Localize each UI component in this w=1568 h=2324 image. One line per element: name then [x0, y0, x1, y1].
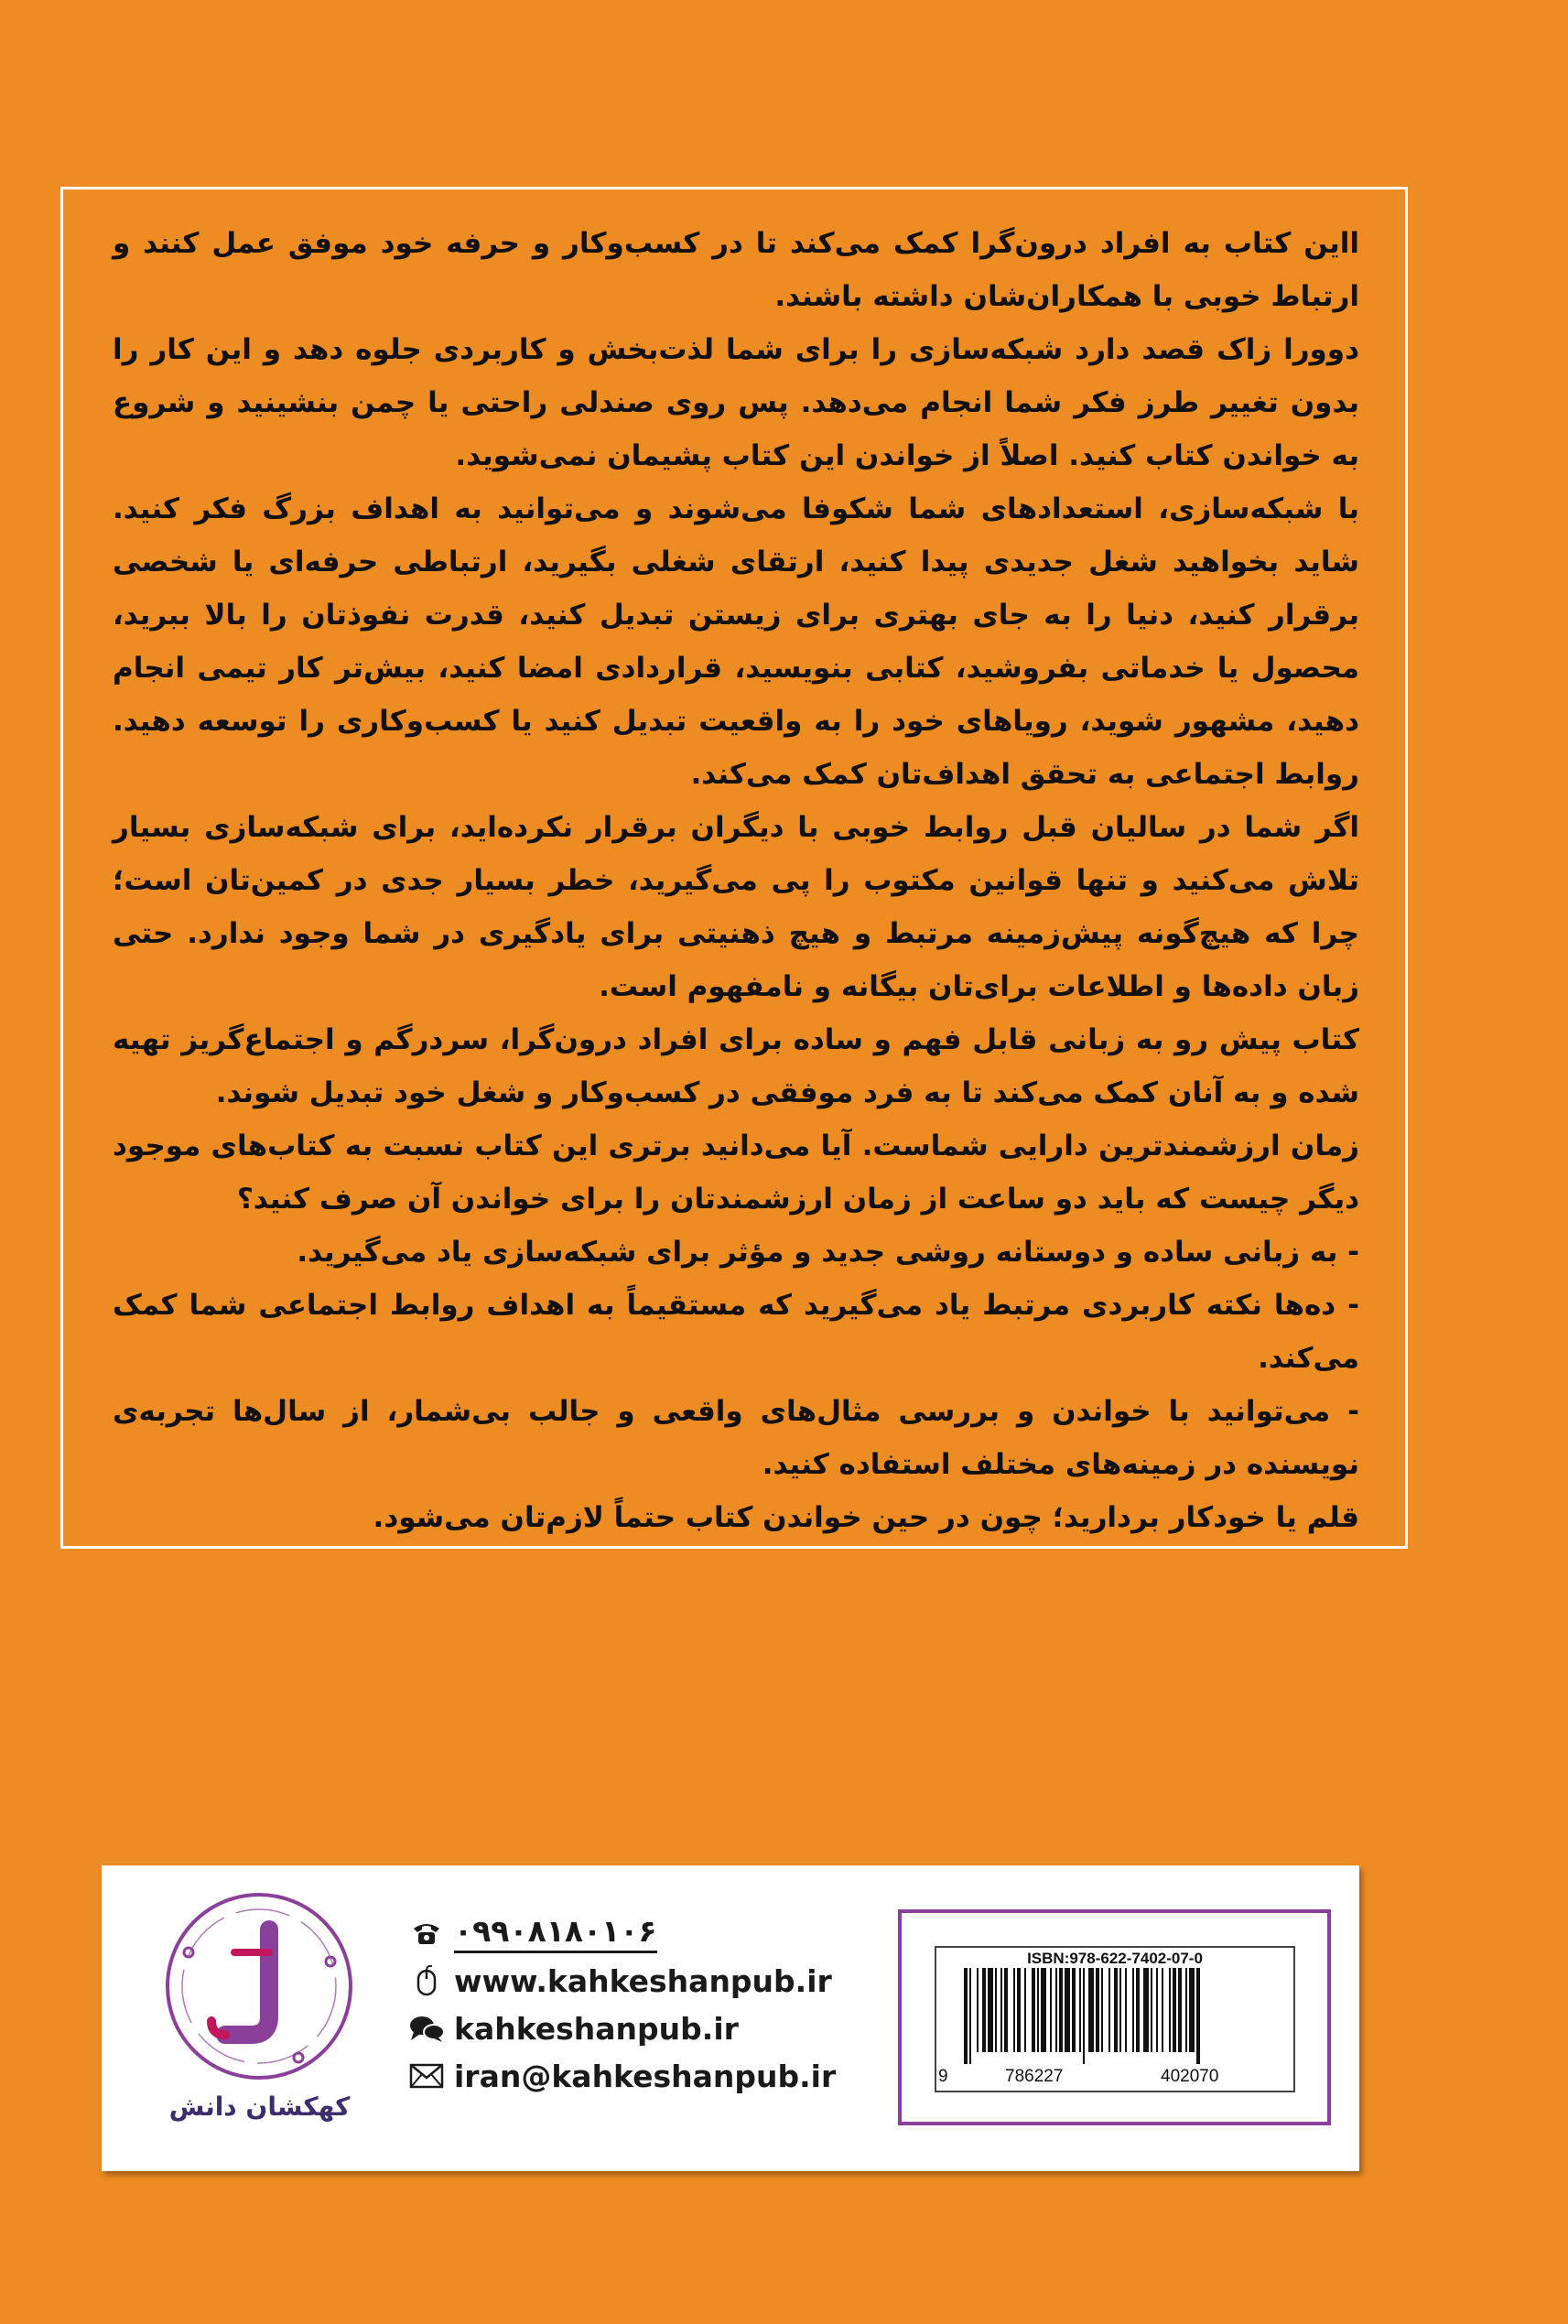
barcode-bar: [1136, 1968, 1140, 2052]
barcode-bar: [1079, 1968, 1081, 2052]
barcode-bar: [1000, 1968, 1002, 2052]
barcode-card: [935, 1946, 1295, 2092]
barcode-bar: [1185, 1968, 1187, 2052]
barcode-bar: [1173, 1968, 1176, 2052]
barcode-bar: [1119, 1968, 1121, 2052]
barcode-bar: [1004, 1968, 1008, 2052]
barcode-bar: [977, 1968, 979, 2052]
barcode-digits-right: 402070: [1161, 2067, 1219, 2086]
barcode-bar: [1196, 1968, 1200, 2064]
barcode-bar: [1096, 1968, 1099, 2052]
barcode-bar: [1017, 1968, 1021, 2052]
publisher-logo: [161, 1888, 358, 2135]
publisher-panel: [102, 1865, 1359, 2171]
barcode-digits-left: 786227: [1005, 2067, 1064, 2086]
barcode-bar: [1088, 1968, 1094, 2052]
barcode-bar: [1037, 1968, 1039, 2052]
barcode-bar: [1114, 1968, 1118, 2052]
blurb-paragraph-4: اگر شما در سالیان قبل روابط خوبی با دیگران برقرار نکرده‌اید، برای شبکه‌سازی بسیار تلاش می‌کنید و تنها قوانین مکتوب را پی می‌گیرید، خطر بسیار جدی در کمین‌تان است؛ چرا که هیچ‌گونه پیش‌زمینه مرتبط و هیچ ذهنیتی برای یادگیری در شما وجود ندارد. حتی زبان داده‌ها و اطلاعات برای‌تان بیگانه و نامفهوم است.: [113, 811, 1359, 1003]
barcode-bar: [1072, 1968, 1076, 2052]
blurb-bullet-2: - ده‌ها نکته کاربردی مرتبط یاد می‌گیرید که مستقیماً به اهداف روابط اجتماعی شما کمک می‌کند.: [113, 1289, 1359, 1375]
barcode-bar: [995, 1968, 997, 2052]
galaxy-logo-icon: [161, 1888, 358, 2085]
blurb-paragraph-2: دوورا زاک قصد دارد شبکه‌سازی را برای شما لذت‌بخش و کاربردی جلوه دهد و این کار را بدون تغییر طرز فکر شما انجام می‌دهد. پس روی صندلی راحتی یا چمن بنشینید و شروع به خواندن کتاب کنید. اصلاً از خواندن این کتاب پشیمان نمی‌شوید.: [113, 333, 1359, 472]
isbn-label: ISBN:978-622-7402-07-0: [1027, 1950, 1203, 1967]
barcode-bar: [1024, 1968, 1026, 2052]
barcode-bar: [1189, 1968, 1195, 2052]
contact-list: [408, 1909, 976, 2100]
barcode-bar: [1169, 1968, 1171, 2052]
social-handle[interactable]: kahkeshanpub.ir: [454, 2010, 739, 2047]
barcode-bar: [1156, 1968, 1158, 2052]
blurb-bullet-3: - می‌توانید با خواندن و بررسی مثال‌های واقعی و جالب بی‌شمار، از سال‌ها تجربه‌ی نویسنده در زمینه‌های مختلف استفاده کنید.: [113, 1395, 1359, 1481]
barcode-bar: [1151, 1968, 1152, 2052]
barcode-bar: [1101, 1968, 1103, 2052]
blurb-paragraph-5: کتاب پیش رو به زبانی قابل فهم و ساده برای افراد درون‌گرا، سردرگم و اجتماع‌گریز تهیه شده و به آنان کمک می‌کند تا به فرد موفقی در کسب‌وکار و شغل خود تبدیل شوند.: [113, 1023, 1359, 1109]
isbn-frame: [898, 1909, 1331, 2125]
barcode-bar: [1125, 1968, 1127, 2052]
chat-bubbles-icon: [408, 2012, 445, 2045]
barcode-bar: [1132, 1968, 1134, 2052]
website-row: [408, 1957, 976, 2005]
barcode-bar: [1032, 1968, 1035, 2052]
barcode-digit-lead: 9: [938, 2067, 948, 2086]
phone-row: [408, 1909, 976, 1957]
barcode-bar: [982, 1968, 986, 2052]
blurb-paragraph-1: ااین کتاب به افراد درون‌گرا کمک می‌کند تا در کسب‌وکار و حرفه خود موفق عمل کنند و ارتباط خوبی با همکاران‌شان داشته باشند.: [113, 227, 1359, 313]
barcode-image: [946, 1968, 1284, 2064]
barcode-bar: [1143, 1968, 1149, 2052]
email-row: [408, 2052, 976, 2100]
blurb-closing: قلم یا خودکار بردارید؛ چون در حین خواندن کتاب حتماً لازم‌تان می‌شود.: [373, 1501, 1359, 1534]
barcode-bar: [1055, 1968, 1057, 2052]
blurb-paragraph-3: با شبکه‌سازی، استعدادهای شما شکوفا می‌شوند و می‌توانید به اهداف بزرگ فکر کنید. شاید بخواهید شغل جدیدی پیدا کنید، ارتقای شغلی بگیرید، ارتباطی حرفه‌ای یا شخصی برقرار کنید، دنیا را به جای بهتری برای زیستن تبدیل کنید، قدرت نفوذتان را بالا ببرید، محصول یا خدماتی بفروشید، کتابی بنویسید، قراردادی امضا کنید، بیش‌تر کار تیمی انجام دهید، مشهور شوید، رویاهای خود را به واقعیت تبدیل کنید یا کسب‌وکاری را توسعه دهید. روابط اجتماعی به تحقق اهداف‌تان کمک می‌کند.: [113, 492, 1359, 791]
barcode-bar: [1065, 1968, 1070, 2052]
back-cover-blurb: [60, 187, 1408, 1549]
mouse-icon: [408, 1964, 445, 1997]
barcode-bar: [1108, 1968, 1110, 2052]
barcode-bar: [1013, 1968, 1015, 2052]
email-address[interactable]: iran@kahkeshanpub.ir: [454, 2058, 837, 2094]
telephone-icon: [408, 1917, 445, 1950]
barcode-bar: [988, 1968, 993, 2052]
barcode-bar: [964, 1968, 968, 2064]
barcode-bar: [1059, 1968, 1063, 2052]
barcode-bar: [1162, 1968, 1163, 2052]
barcode-bar: [1041, 1968, 1046, 2052]
blurb-paragraph-6: زمان ارزشمندترین دارایی شماست. آیا می‌دانید برتری این کتاب نسبت به کتاب‌های موجود دیگر چیست که باید دو ساعت از زمان ارزشمندتان را برای خواندن آن صرف کنید؟: [113, 1130, 1359, 1216]
envelope-icon: [408, 2059, 445, 2092]
blurb-bullet-1: - به زبانی ساده و دوستانه روشی جدید و مؤثر برای شبکه‌سازی یاد می‌گیرید.: [297, 1236, 1359, 1269]
barcode-bar: [969, 1968, 971, 2064]
social-row: [408, 2005, 976, 2052]
barcode-bar: [1050, 1968, 1052, 2052]
barcode-bar: [1083, 1968, 1085, 2064]
publisher-logo-text: کهکشان دانش: [168, 2092, 351, 2122]
barcode-bar: [1178, 1968, 1182, 2052]
website-link[interactable]: www.kahkeshanpub.ir: [454, 1962, 832, 1999]
phone-number: ۰۹۹۰۸۱۸۰۱۰۶: [454, 1913, 657, 1953]
